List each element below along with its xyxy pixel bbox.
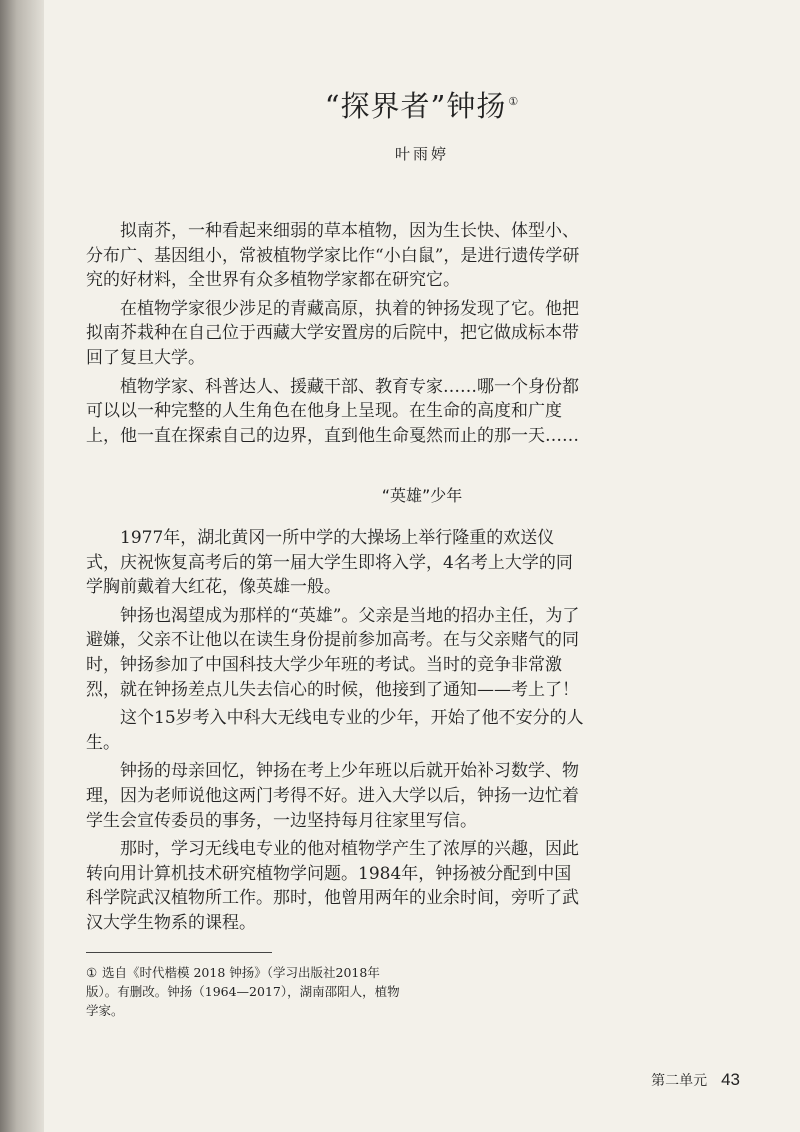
intro-paragraph: 拟南芥，一种看起来细弱的草本植物，因为生长快、体型小、分布广、基因组小，常被植物学家比作“小白鼠”，是进行遗传学研究的好材料，全世界有众多植物学家都在研究它。	[86, 221, 580, 291]
page-number: 43	[721, 1070, 740, 1089]
footnote-marker: ①	[86, 965, 98, 980]
body-paragraph: 这个15岁考入中科大无线电专业的少年，开始了他不安分的人生。	[86, 708, 584, 753]
intro-section	[86, 219, 588, 452]
article-title-text: “探界者”钟扬	[324, 89, 507, 123]
book-spine-shadow	[0, 0, 48, 1132]
intro-paragraph: 植物学家、科普达人、援藏干部、教育专家……哪一个身份都可以以一种完整的人生角色在他身上呈现。在生命的高度和广度上，他一直在探索自己的边界，直到他生命戛然而止的那一天……	[86, 376, 579, 446]
footnote-reference: ①	[508, 95, 520, 109]
page-footer	[651, 1070, 740, 1090]
body-paragraph: 那时，学习无线电专业的他对植物学产生了浓厚的兴趣，因此转向用计算机技术研究植物学问题。1984年，钟扬被分配到中国科学院武汉植物所工作。那时，他曾用两年的业余时间，旁听了武汉大学生物系的课程。	[86, 839, 579, 933]
body-paragraph: 1977年，湖北黄冈一所中学的大操场上举行隆重的欢送仪式，庆祝恢复高考后的第一届大学生即将入学，4名考上大学的同学胸前戴着大红花，像英雄一般。	[86, 528, 573, 598]
footnote	[86, 963, 406, 1020]
intro-paragraph: 在植物学家很少涉足的青藏高原，执着的钟扬发现了它。他把拟南芥栽种在自己位于西藏大学安置房的后院中，把它做成标本带回了复旦大学。	[86, 298, 579, 368]
section-body	[86, 526, 588, 940]
unit-label: 第二单元	[651, 1073, 708, 1089]
book-page	[44, 0, 800, 1132]
article-author: 叶雨婷	[394, 145, 449, 163]
body-paragraph: 钟扬也渴望成为那样的“英雄”。父亲是当地的招办主任，为了避嫌，父亲不让他以在读生身份提前参加高考。在与父亲赌气的同时，钟扬参加了中国科技大学少年班的考试。当时的竞争非常激烈，就在钟扬差点儿失去信心的时候，他接到了通知——考上了！	[86, 605, 580, 700]
footnote-text: 选自《时代楷模 2018 钟扬》（学习出版社2018年版）。有删改。钟扬（1964—2017），湖南邵阳人，植物学家。	[86, 965, 400, 1018]
section-heading: “英雄”少年	[381, 486, 463, 505]
body-paragraph: 钟扬的母亲回忆，钟扬在考上少年班以后就开始补习数学、物理，因为老师说他这两门考得不好。进入大学以后，钟扬一边忙着学生会宣传委员的事务，一边坚持每月往家里写信。	[86, 761, 579, 831]
article-title	[44, 84, 800, 125]
footnote-divider	[86, 952, 272, 953]
